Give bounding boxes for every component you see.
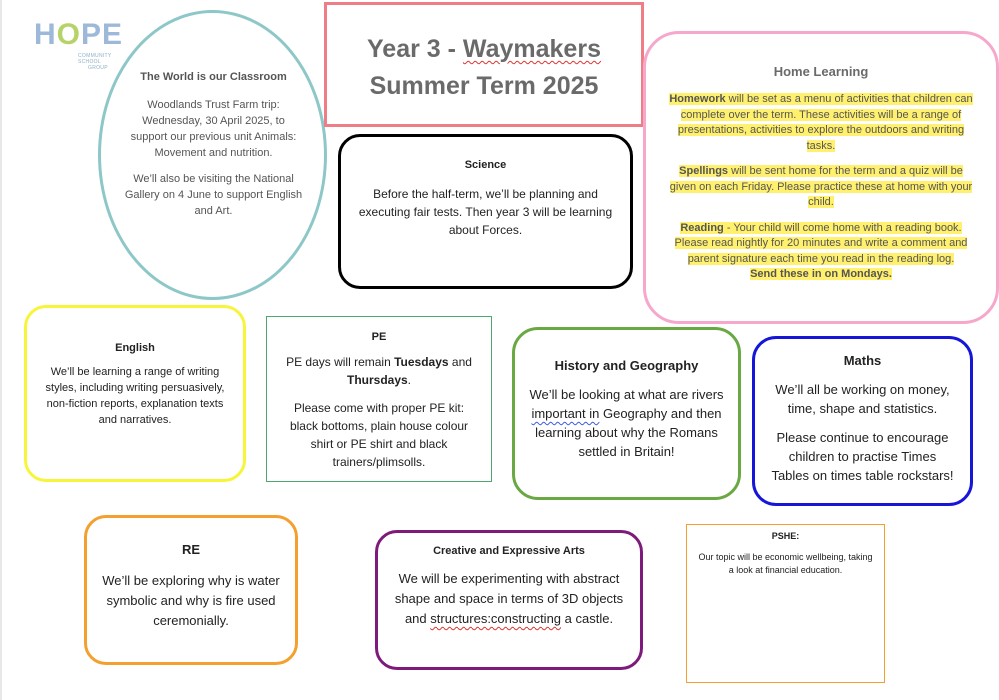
science-body: Before the half-term, we’ll be planning and executing fair tests. Then year 3 will be learning about Forces. bbox=[358, 187, 613, 237]
creative-body: We will be experimenting with abstract shape and space in terms of 3D objects and structures:constructing a castle. bbox=[394, 571, 624, 626]
maths-box bbox=[752, 336, 973, 506]
history-body: We’ll be looking at what are rivers important in Geography and then learning about why the Romans settled in Britain! bbox=[529, 387, 724, 459]
pshe-body: Our topic will be economic wellbeing, taking a look at financial education. bbox=[698, 552, 873, 575]
page-title-line1: Year 3 - Waymakers bbox=[367, 35, 601, 63]
science-heading: Science bbox=[464, 159, 507, 171]
reading-text: Reading - Your child will come home with a reading book. Please read nightly for 20 minutes and write a comment and parent signature each time you read in the reading log. Send these in on Mondays. bbox=[674, 221, 968, 280]
page-edge bbox=[0, 0, 2, 700]
world-classroom-oval bbox=[98, 10, 327, 300]
pe-heading: PE bbox=[371, 331, 387, 343]
english-heading: English bbox=[115, 342, 155, 354]
page-title-box bbox=[324, 2, 644, 127]
pshe-box bbox=[686, 524, 885, 683]
spellings-text: Spellings will be sent home for the term and a quiz will be given on each Friday. Please practice these at home with your child. bbox=[669, 165, 973, 208]
creative-arts-box bbox=[375, 530, 643, 670]
history-geography-box bbox=[512, 327, 741, 500]
maths-heading: Maths bbox=[843, 353, 882, 368]
logo-dandelion-letter: O bbox=[56, 18, 82, 51]
pe-days-text: PE days will remain Tuesdays and Thursdays. bbox=[286, 355, 472, 387]
home-learning-box bbox=[643, 31, 999, 324]
science-box bbox=[338, 134, 633, 289]
pe-box bbox=[266, 316, 492, 482]
homework-text: Homework will be set as a menu of activities that children can complete over the term. These activities will be a range of presentations, activities to explore the outdoors and writing tasks. bbox=[669, 93, 973, 152]
maths-topics-text: We’ll all be working on money, time, shape and statistics. bbox=[775, 382, 950, 416]
logo-wordmark: HOPE bbox=[34, 18, 124, 51]
english-box bbox=[24, 305, 246, 482]
home-heading: Home Learning bbox=[773, 64, 869, 79]
pshe-heading: PSHE: bbox=[771, 531, 800, 541]
world-gallery-text: We’ll also be visiting the National Gallery on 4 June to support English and Art. bbox=[124, 173, 303, 217]
creative-heading: Creative and Expressive Arts bbox=[433, 545, 585, 557]
re-box bbox=[84, 515, 298, 665]
world-trip-text: Woodlands Trust Farm trip: Wednesday, 30 April 2025, to support our previous unit Animals: Movement and nutrition. bbox=[130, 99, 297, 159]
pe-kit-text: Please come with proper PE kit: black bottoms, plain house colour shirt or PE shirt and black trainers/plimsolls. bbox=[289, 401, 469, 469]
re-body: We’ll be exploring why is water symbolic and why is fire used ceremonially. bbox=[102, 573, 280, 628]
maths-times-tables-text: Please continue to encourage children to practise Times Tables on times table rockstars! bbox=[771, 430, 954, 483]
world-heading: The World is our Classroom bbox=[140, 71, 287, 83]
english-body: We’ll be learning a range of writing styles, including writing persuasively, non-fiction reports, explanation texts and narratives. bbox=[45, 366, 225, 426]
page-title-line2: Summer Term 2025 bbox=[369, 72, 599, 100]
history-heading: History and Geography bbox=[554, 358, 699, 373]
school-logo bbox=[34, 16, 134, 74]
re-heading: RE bbox=[181, 542, 201, 557]
logo-subtitle: COMMUNITY SCHOOL GROUP bbox=[78, 53, 112, 71]
